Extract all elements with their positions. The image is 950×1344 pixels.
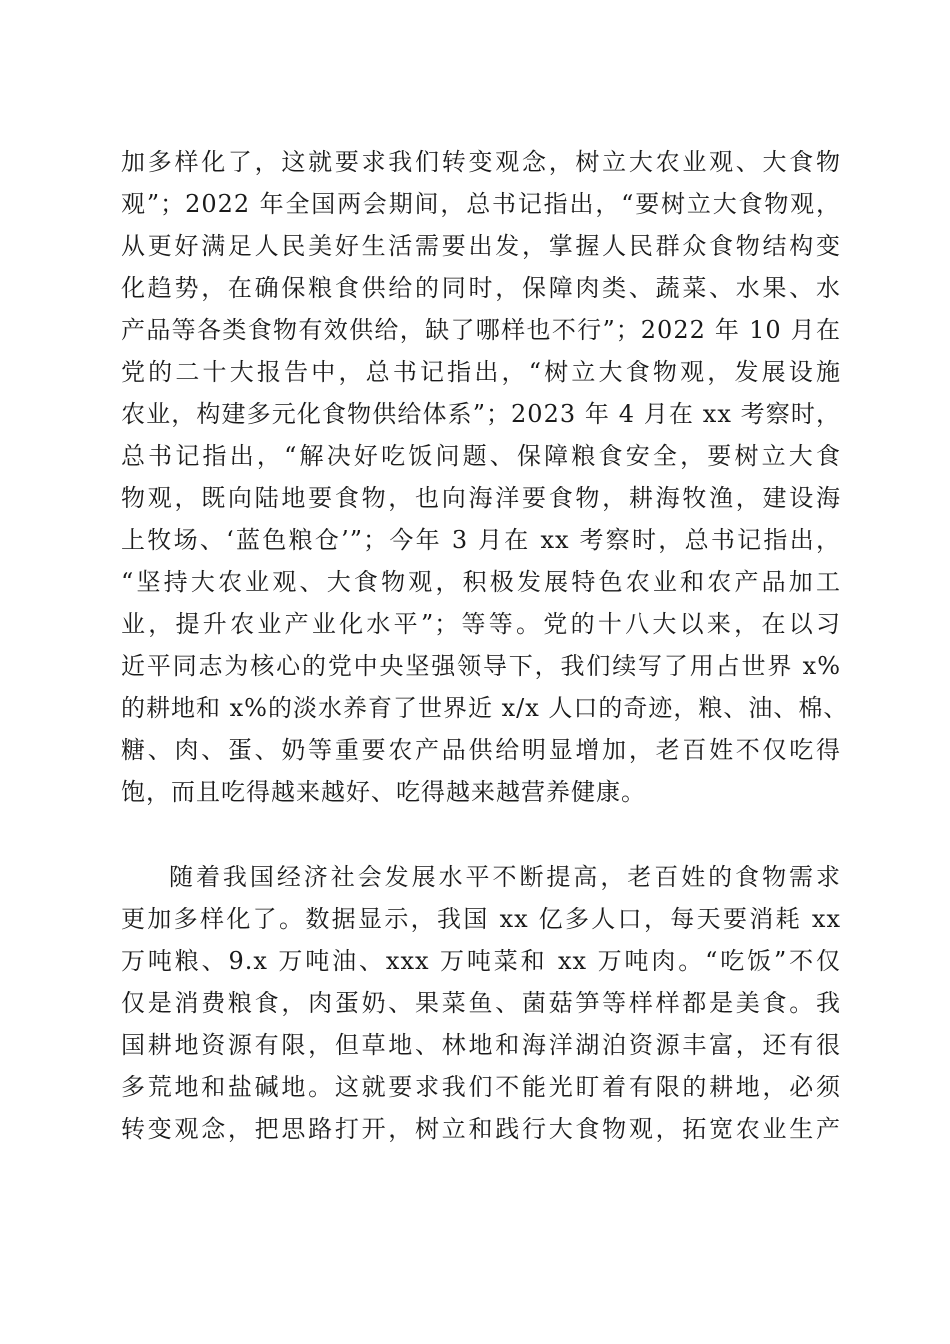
text-line: 业，提升农业产业化水平”；等等。党的十八大以来，在以习 (121, 610, 841, 638)
text-line: 物观，既向陆地要食物，也向海洋要食物，耕海牧渔，建设海 (121, 484, 841, 512)
text-line: 产品等各类食物有效供给，缺了哪样也不行”；2022 年 10 月在 (121, 316, 841, 344)
text-line: 更加多样化了。数据显示，我国 xx 亿多人口，每天要消耗 xx (121, 905, 841, 933)
text-line: 化趋势，在确保粮食供给的同时，保障肉类、蔬菜、水果、水 (121, 274, 841, 302)
text-line: 国耕地资源有限，但草地、林地和海洋湖泊资源丰富，还有很 (121, 1031, 841, 1059)
text-line: 仅是消费粮食，肉蛋奶、果菜鱼、菌菇笋等样样都是美食。我 (121, 989, 841, 1017)
text-line: “坚持大农业观、大食物观，积极发展特色农业和农产品加工 (121, 568, 841, 596)
text-line: 党的二十大报告中，总书记指出，“树立大食物观，发展设施 (121, 358, 841, 386)
text-line: 多荒地和盐碱地。这就要求我们不能光盯着有限的耕地，必须 (121, 1073, 841, 1101)
text-line: 万吨粮、9.x 万吨油、xxx 万吨菜和 xx 万吨肉。“吃饭”不仅 (121, 947, 841, 975)
text-line: 糖、肉、蛋、奶等重要农产品供给明显增加，老百姓不仅吃得 (121, 736, 841, 764)
text-line: 转变观念，把思路打开，树立和践行大食物观，拓宽农业生产 (121, 1115, 841, 1143)
text-line: 的耕地和 x%的淡水养育了世界近 x/x 人口的奇迹，粮、油、棉、 (121, 694, 849, 722)
text-line: 近平同志为核心的党中央坚强领导下，我们续写了用占世界 x% (121, 652, 841, 680)
text-line: 从更好满足人民美好生活需要出发，掌握人民群众食物结构变 (121, 232, 841, 260)
text-line: 加多样化了，这就要求我们转变观念，树立大农业观、大食物 (121, 148, 841, 176)
text-line: 总书记指出，“解决好吃饭问题、保障粮食安全，要树立大食 (121, 442, 841, 470)
text-line: 随着我国经济社会发展水平不断提高，老百姓的食物需求 (169, 863, 841, 891)
paragraph-2 (121, 856, 841, 1150)
text-line: 观”；2022 年全国两会期间，总书记指出，“要树立大食物观， (121, 190, 841, 218)
text-line: 上牧场、‘蓝色粮仓’”；今年 3 月在 xx 考察时，总书记指出， (121, 526, 841, 554)
paragraph-1 (121, 141, 849, 813)
text-line: 农业，构建多元化食物供给体系”；2023 年 4 月在 xx 考察时， (121, 400, 841, 428)
text-line: 饱，而且吃得越来越好、吃得越来越营养健康。 (121, 778, 646, 806)
